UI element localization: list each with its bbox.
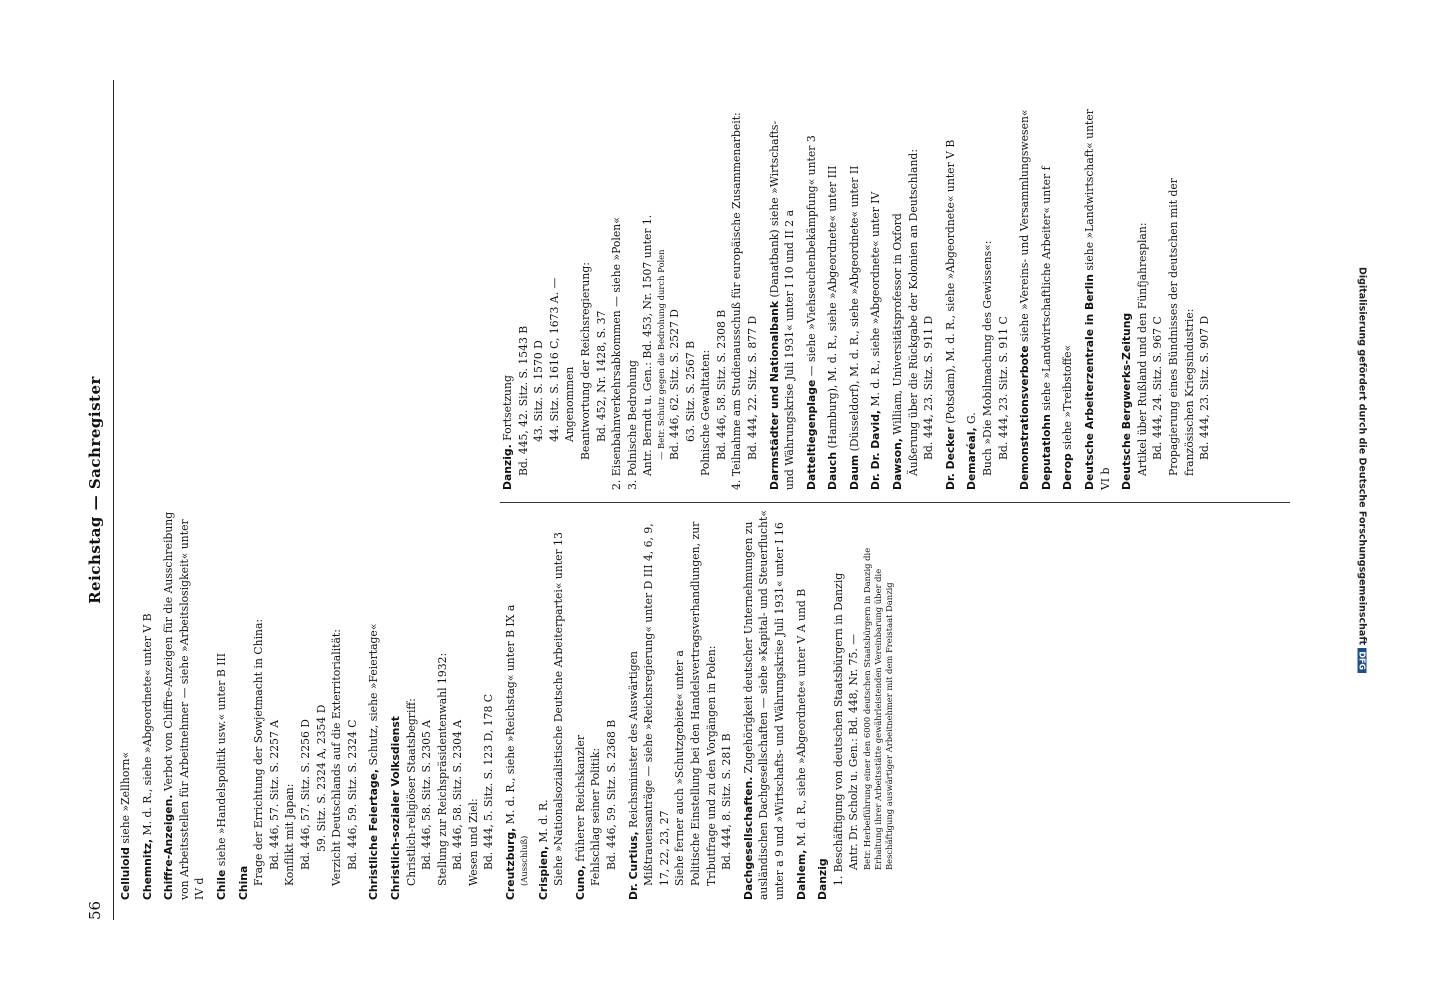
entry-keyword: Dachgesellschaften. — [741, 776, 755, 900]
entry-line: Konflikt mit Japan: — [283, 783, 297, 886]
entry-keyword: Danzig. — [501, 444, 514, 490]
entry-line: Frage der Errichtung der Sowjetmacht in China: — [252, 618, 266, 886]
entry-heading — [794, 510, 810, 900]
entry-heading — [1060, 100, 1076, 490]
right-column — [500, 100, 1219, 490]
entry-line: Bd. 446, 62. Sitz. S. 2527 D — [667, 309, 681, 460]
entry-keyword: Chiffre-Anzeigen. — [162, 794, 176, 900]
entry-keyword: Dahlem, — [794, 849, 808, 900]
entry-keyword: Demonstrationsverbote — [1018, 345, 1032, 490]
entry-line: Bd. 446, 58. Sitz. S. 2308 B — [714, 309, 728, 460]
index-entry — [1082, 100, 1113, 490]
index-entry — [1060, 100, 1076, 490]
index-entry — [943, 100, 959, 490]
entry-text: siehe »Handelspolitik usw.« unter B III — [214, 652, 228, 870]
entry-heading — [503, 510, 519, 900]
entry-heading — [161, 510, 208, 900]
entry-heading — [964, 100, 980, 490]
entry-text: siehe »Treibstoffe« — [1061, 344, 1075, 454]
entry-subnote: (Ausschluß) — [518, 835, 529, 886]
entry-line: Verzicht Deutschlands auf die Exterritorialität: — [330, 629, 344, 886]
index-entry — [825, 100, 841, 490]
entry-text: Zugehörigkeit deutscher Unternehmungen zu ausländischen Dachgesellschaften — siehe »Kapital- und Steuerflucht« unter a 9 und »Wirtschafts- und Währungskrise Juli 1931« unter I 16 — [741, 510, 786, 900]
entry-heading — [1017, 100, 1033, 490]
entry-line: Mißtrauensanträge — siehe »Reichsregierung« unter D III 4, 6, 9, 17, 22, 23, 27 — [642, 523, 671, 886]
entry-text: Reichsminister des Auswärtigen — [626, 651, 640, 832]
index-entry — [964, 100, 1011, 490]
entry-heading — [140, 510, 156, 900]
entry-line: Bd. 446, 59. Sitz. S. 2324 C — [345, 719, 359, 870]
index-entry — [804, 100, 820, 490]
index-entry — [815, 510, 895, 900]
entry-line: 63. Sitz. S. 2567 B — [683, 340, 697, 442]
entry-keyword: Derop — [1061, 453, 1075, 490]
entry-line: Antr. Dr. Scholz u. Gen.: Bd. 448, Nr. 75. — — [847, 633, 861, 870]
entry-keyword: Deputatlohn — [1039, 414, 1053, 490]
entry-text: siehe »Landwirtschaftliche Arbeiter« unter f — [1039, 166, 1053, 415]
entry-keyword: Demaréal, — [965, 427, 979, 490]
index-entry — [1039, 100, 1055, 490]
index-entry — [847, 100, 863, 490]
entry-line: Bd. 446, 57. Sitz. S. 2257 A — [267, 719, 281, 870]
entry-line: Politische Einstellung bei den Handelsvertragsverhandlungen, zur Tributfrage und zu den Vorgängen in Polen: — [689, 521, 718, 886]
entry-line: Bd. 446, 58. Sitz. S. 2305 A — [420, 719, 434, 870]
entry-line: 4. Teilnahme am Studienausschuß für europäische Zusammenarbeit: — [730, 112, 744, 490]
entry-text: (Danatbank) siehe »Wirtschafts- und Währungskrise Juli 1931« unter I 10 und II 2 a — [767, 120, 797, 490]
entry-line: Bd. 444, 5. Sitz. S. 123 D, 178 C — [482, 693, 496, 870]
entry-heading — [804, 100, 820, 490]
entry-keyword: Dr. Dr. David, — [869, 409, 883, 490]
page-number: 56 — [86, 900, 104, 920]
entry-heading — [388, 510, 404, 900]
entry-heading — [815, 510, 831, 900]
entry-keyword: Datteltiegenplage — [804, 379, 818, 490]
entry-keyword: Daum — [847, 454, 861, 490]
entry-keyword: Deutsche Bergwerks-Zeitung — [1120, 312, 1134, 490]
entry-line: Bd. 444, 24. Sitz. S. 967 C — [1151, 316, 1165, 460]
entry-text: M. d. R., siehe »Abgeordnete« unter V B — [140, 613, 154, 839]
index-entry — [767, 100, 798, 490]
entry-text: siehe »Zellhorn« — [119, 751, 132, 848]
index-entry — [794, 510, 810, 900]
entry-text: M. d. R., siehe »Abgeordnete« unter V A und B — [794, 588, 808, 850]
entry-keyword: Christliche Feiertage, — [367, 768, 381, 900]
entry-keyword: Chile — [214, 869, 228, 900]
entry-text: früherer Reichskanzler — [573, 735, 587, 866]
entry-heading — [741, 510, 788, 900]
entry-text: M. d. R. — [536, 799, 550, 847]
entry-text: G. — [965, 412, 979, 428]
entry-line: Bd. 446, 58. Sitz. S. 2304 A — [451, 719, 465, 870]
entry-text: M. d. R., siehe »Reichstag« unter B IX a — [504, 604, 518, 828]
entry-heading — [825, 100, 841, 490]
index-entry — [366, 510, 382, 900]
entry-line: Bd. 444, 23. Sitz. S. 911 D — [922, 315, 936, 460]
digitization-credit — [1357, 50, 1368, 890]
entry-line: Angenommen — [563, 366, 577, 442]
entry-heading — [236, 510, 252, 900]
entry-line: Antr. Berndt u. Gen.: Bd. 453, Nr. 1507 unter 1. — [641, 214, 655, 476]
entry-keyword: Celluloid — [119, 847, 132, 900]
entry-line: 1. Beschäftigung von deutschen Staatsbürgern in Danzig — [831, 572, 845, 886]
entry-text: (Hamburg), M. d. R., siehe »Abgeordnete« unter III — [826, 165, 840, 452]
entry-text: Schutz, siehe »Feiertage« — [367, 623, 381, 769]
entry-keyword: Crispien, — [536, 846, 550, 900]
index-entry — [626, 510, 735, 900]
entry-line: Bd. 444, 8. Sitz. S. 281 B — [720, 733, 734, 870]
entry-text: (Potsdam), M. d. R., siehe »Abgeordnete« unter V B — [943, 139, 957, 428]
entry-heading — [767, 100, 798, 490]
column-divider — [500, 502, 1290, 503]
entry-keyword: China — [236, 865, 250, 900]
entry-heading — [366, 510, 382, 900]
index-entry — [388, 510, 497, 900]
entry-line: Bd. 444, 23. Sitz. S. 911 C — [996, 316, 1010, 460]
entry-line: Fehlschlag seiner Politik: — [589, 748, 603, 886]
index-entry — [890, 100, 937, 490]
index-entry — [214, 510, 230, 900]
entry-text: William, Universitätsprofessor in Oxford — [891, 213, 905, 439]
entry-heading — [500, 100, 516, 490]
entry-text: Fortsetzung — [501, 375, 514, 445]
entry-text: (Düsseldorf), M. d. R., siehe »Abgeordnete« unter II — [847, 165, 861, 455]
index-entry — [536, 510, 567, 900]
entry-text: M. d. R., siehe »Abgeordnete« unter IV — [869, 191, 883, 410]
entry-heading — [626, 510, 642, 900]
entry-line: Stellung zur Reichspräsidentenwahl 1932: — [435, 652, 449, 886]
entry-line: Siehe »Nationalsozialistische Deutsche Arbeiterpartei« unter 13 — [552, 532, 566, 886]
index-entry — [140, 510, 156, 900]
entry-line: Buch »Die Mobilmachung des Gewissens«: — [981, 240, 995, 476]
page-header — [86, 80, 110, 920]
entry-line: Bd. 446, 59. Sitz. S. 2368 B — [605, 719, 619, 870]
entry-keyword: Dr. Curtius, — [626, 831, 640, 900]
entry-keyword: Dawson, — [891, 438, 905, 490]
left-column — [118, 510, 901, 900]
index-entry — [503, 510, 530, 900]
index-entry — [573, 510, 620, 900]
index-entry — [118, 510, 134, 900]
entry-line: Artikel über Rußland und den Fünfjahresplan: — [1135, 222, 1149, 476]
entry-keyword: Cuno, — [573, 865, 587, 900]
entry-text: Verbot von Chiffre-Anzeigen für die Ausschreibung von Arbeitsstellen für Arbeitnehmer — siehe »Arbeitslosigkeit« unter IV d — [162, 511, 207, 900]
entry-line: 59. Sitz. S. 2324 A, 2354 D — [314, 704, 328, 852]
index-entry — [500, 100, 761, 490]
entry-heading — [214, 510, 230, 900]
index-entry — [236, 510, 361, 900]
index-entry — [868, 100, 884, 490]
entry-line: Bd. 446, 57. Sitz. S. 2256 D — [298, 719, 312, 870]
entry-line: Wesen und Ziel: — [466, 798, 480, 886]
entry-heading — [573, 510, 589, 900]
entry-keyword: Darmstädter und Nationalbank — [767, 300, 781, 490]
entry-heading — [943, 100, 959, 490]
entry-line: 44. Sitz. S. 1616 C, 1673 A. — — [547, 277, 561, 442]
credit-text: Digitalisierung gefördert durch die Deutsche Forschungsgemeinschaft — [1356, 267, 1368, 645]
entry-keyword: Creutzburg, — [504, 827, 518, 900]
entry-line: 2. Eisenbahnverkehrsabkommen — siehe »Polen« — [610, 217, 624, 490]
entry-line: Bd. 445, 42. Sitz. S. 1543 B — [516, 325, 530, 476]
entry-line: Propagierung eines Bündnisses der deutschen mit der französischen Kriegsindustrie: — [1166, 178, 1196, 476]
entry-heading — [1119, 100, 1135, 490]
entry-note: Betr. Herbeiführung einer den 6000 deutschen Staatsbürgern in Danzig die Erhaltung ihrer Arbeitsstätte gewährleistenden Vereinbarung über die Beschäftigung auswärtiger Arbeitnehmer mit dem Freistaat Danzig — [861, 547, 894, 870]
entry-heading — [1039, 100, 1055, 490]
entry-note: — Betr. Schutz gegen die Bedrohung durch Polen — [655, 249, 666, 460]
entry-keyword: Christlich-sozialer Volksdienst — [388, 716, 402, 900]
entry-keyword: Dauch — [826, 451, 840, 490]
index-entry — [1119, 100, 1213, 490]
entry-heading — [118, 510, 134, 900]
entry-heading — [868, 100, 884, 490]
header-rule — [113, 80, 114, 920]
dfg-logo: DFG — [1358, 648, 1367, 673]
index-entry — [741, 510, 788, 900]
entry-line: Bd. 444, 22. Sitz. S. 877 D — [745, 315, 759, 460]
entry-line: Polnische Gewalttaten: — [699, 349, 713, 476]
entry-keyword: Danzig — [816, 858, 830, 900]
index-entry — [161, 510, 208, 900]
entry-line: Christlich-religiöser Staatsbegriff: — [404, 698, 418, 886]
entry-heading — [536, 510, 552, 900]
entry-line: Äußerung über die Rückgabe der Kolonien an Deutschland: — [906, 149, 920, 476]
entry-keyword: Chemnitz, — [140, 838, 154, 900]
entry-line: Siehe ferner auch »Schutzgebiete« unter a — [673, 650, 687, 886]
entry-keyword: Deutsche Arbeiterzentrale in Berlin — [1083, 274, 1096, 490]
index-entry — [1017, 100, 1033, 490]
entry-line: 3. Polnische Bedrohung — [625, 360, 639, 490]
entry-keyword: Dr. Decker — [943, 427, 957, 490]
entry-line: Beantwortung der Reichsregierung: — [578, 262, 592, 460]
entry-line: Bd. 444, 23. Sitz. S. 907 D — [1198, 315, 1212, 460]
entry-heading — [847, 100, 863, 490]
entry-text: — siehe »Viehseuchenbekämpfung« unter 3 — [804, 135, 818, 380]
running-title: Reichstag — Sachregister — [86, 376, 104, 604]
entry-heading — [890, 100, 906, 490]
entry-heading — [1082, 100, 1113, 490]
entry-text: siehe »Vereins- und Versammlungswesen« — [1018, 109, 1032, 346]
entry-text: siehe »Landwirtschaft« unter VI b — [1083, 109, 1112, 490]
entry-line: 43. Sitz. S. 1570 D — [532, 340, 546, 442]
entry-line: Bd. 452, Nr. 1428, S. 37 — [594, 310, 608, 442]
